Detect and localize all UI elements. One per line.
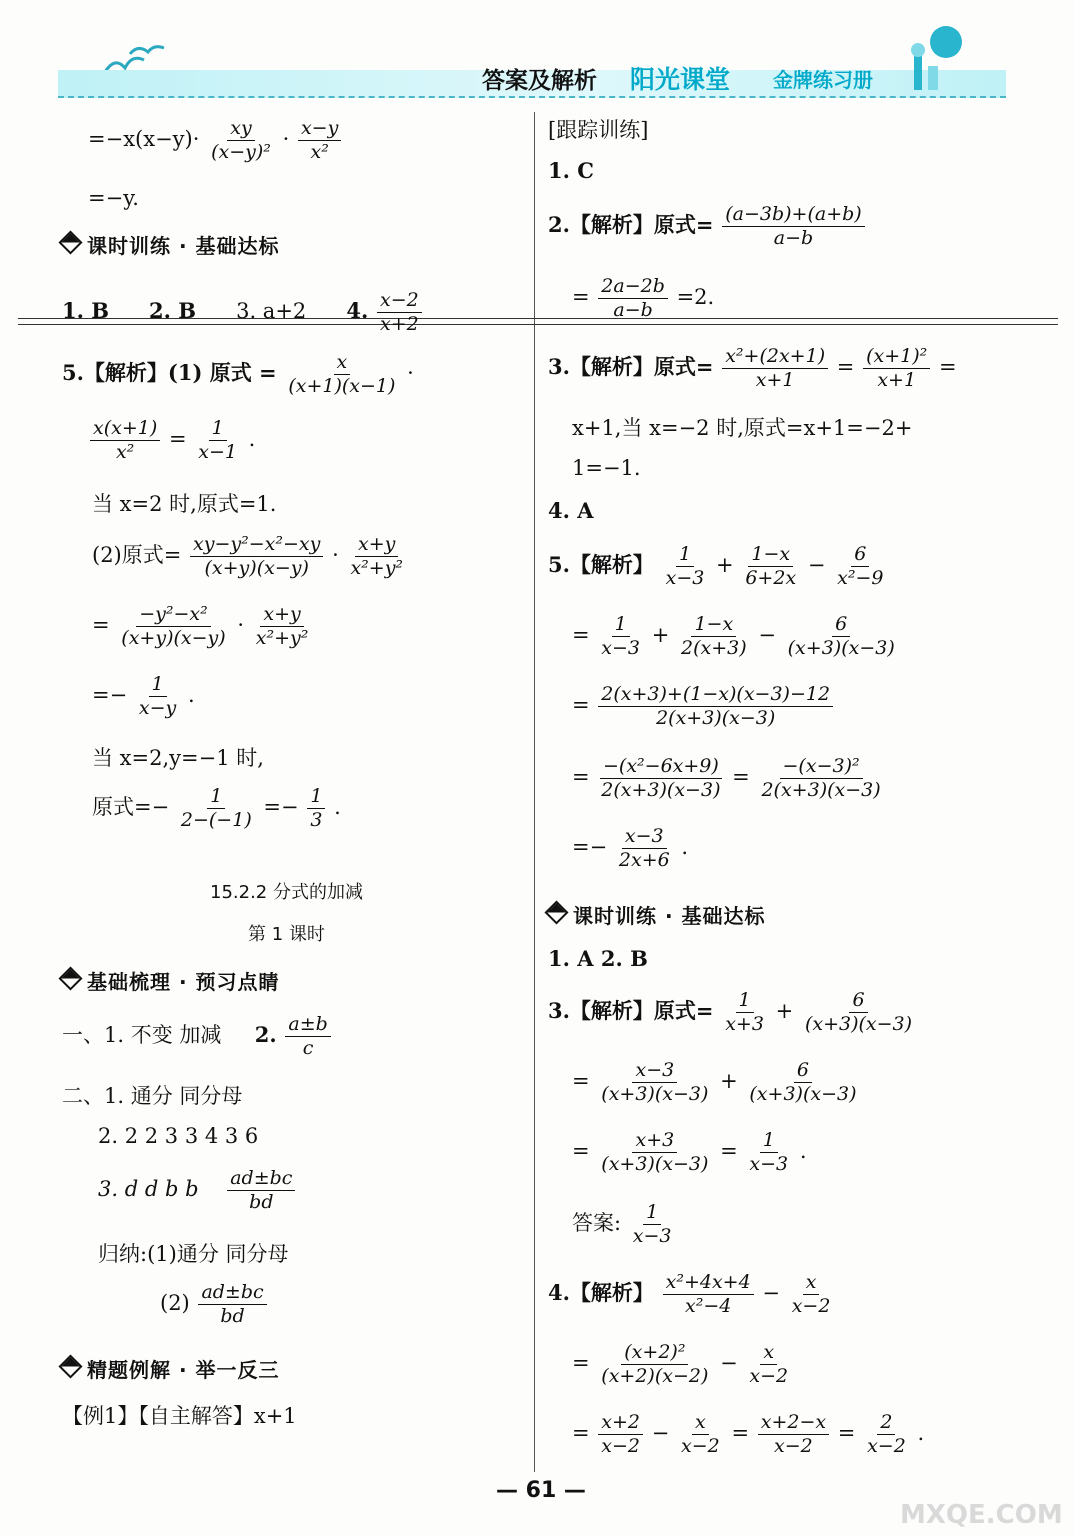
formula-line: 答案: $\frac{1}{x-3}$ xyxy=(572,1201,672,1247)
header-title: 答案及解析 xyxy=(482,68,597,94)
section-heading: 课时训练 · 基础达标 xyxy=(62,230,280,259)
formula-line: 5.【解析】 $\frac{1}{x-3}$ + $\frac{1-x}{6+2x}$ − $\frac{6}{\text{x²−9}}$ xyxy=(548,543,884,589)
tower-icon xyxy=(900,20,970,92)
answer-row: 2. 2 2 3 3 4 3 6 xyxy=(98,1124,259,1148)
diamond-icon xyxy=(544,900,568,924)
formula-line: = $\frac{1}{x-3}$ + $\frac{1-x}{2(x+3)}$ − $\frac{6}{(x+3)(x-3)}$ xyxy=(572,613,895,659)
chapter-title: 15.2.2 分式的加减 xyxy=(210,882,363,903)
formula-line: =−y. xyxy=(88,186,139,210)
formula-line: =−x(x−y)· $\frac{xy}{\text{(x−y)²}}$ · $\frac{x-y}{\text{x²}}$ xyxy=(88,118,343,163)
formula-line: $\frac{x(x+1)}{\text{x²}}$ = $\frac{1}{x-1}$ . xyxy=(88,418,255,463)
header-brand: 阳光课堂 xyxy=(630,65,731,94)
text-line: 1=−1. xyxy=(572,456,641,480)
section-heading: 基础梳理 · 预习点睛 xyxy=(62,966,280,995)
text-line: 当 x=2,y=−1 时, xyxy=(92,746,264,770)
formula-line: = $\frac{\text{−(x²−6x+9)}}{2(x+3)(x-3)}$ = $\frac{\text{−(x−3)²}}{2(x+3)(x-3)}$ xyxy=(572,755,881,801)
formula-line: 5.【解析】(1) 原式 = $\frac{x}{(x+1)(x-1)}$ · xyxy=(62,351,414,397)
diamond-icon xyxy=(58,966,82,990)
page-number: — 61 — xyxy=(496,1478,586,1503)
formula-line: = $\frac{\text{(x+2)²}}{(x+2)(x-2)}$ − $\frac{x}{x-2}$ xyxy=(572,1341,789,1387)
formula-line: = $\frac{x+3}{(x+3)(x-3)}$ = $\frac{1}{x-3}$ . xyxy=(572,1129,807,1175)
text-line: x+1,当 x=−2 时,原式=x+1=−2+ xyxy=(572,416,913,440)
answer-row: 二、1. 通分 同分母 xyxy=(62,1084,243,1108)
lesson-title: 第 1 课时 xyxy=(248,924,325,945)
answer-row: 4. A xyxy=(548,498,594,523)
answer-row: 1. C xyxy=(548,158,594,183)
text-line: 当 x=2 时,原式=1. xyxy=(92,492,277,516)
formula-line: = $\frac{\text{−y²−x²}}{(x+y)(x-y)}$ · $\frac{x+y}{\text{x²+y²}}$ xyxy=(92,603,309,649)
formula-line: 2.【解析】原式= $\frac{(a-3b)+(a+b)}{a-b}$ xyxy=(548,204,867,249)
section-heading: 精题例解 · 举一反三 xyxy=(62,1354,280,1383)
answer-row: 1. B 2. B 3. a+2 4. $\frac{x-2}{x+2}$ xyxy=(62,290,424,335)
formula-line: = $\frac{x+2}{x-2}$ − $\frac{x}{x-2}$ = $\frac{x+2-x}{x-2}$ = $\frac{2}{x-2}$ . xyxy=(572,1411,925,1457)
formula-line: =− $\frac{x-3}{2x+6}$ . xyxy=(572,825,689,871)
formula-line: 4.【解析】 $\frac{\text{x²+4x+4}}{\text{x²−4}}$ − $\frac{x}{x-2}$ xyxy=(548,1271,831,1317)
subsection-label: [跟踪训练] xyxy=(548,118,649,142)
watermark: MXQE.COM xyxy=(900,1500,1063,1530)
formula-line: 3.【解析】原式= $\frac{1}{x+3}$ + $\frac{6}{(x+3)(x-3)}$ xyxy=(548,989,913,1035)
text-line: 【例1】【自主解答】x+1 xyxy=(62,1404,297,1428)
answer-row: 一、1. 不变 加减 2. $\frac{a\pm b}{c}$ xyxy=(62,1014,333,1059)
answer-row: 归纳:(1)通分 同分母 xyxy=(98,1242,289,1266)
diamond-icon xyxy=(58,1354,82,1378)
formula-line: =− $\frac{1}{x-y}$ . xyxy=(92,673,195,719)
formula-line: = $\frac{2a-2b}{a-b}$ =2. xyxy=(572,275,715,321)
answer-row: (2) $\frac{ad\pm bc}{bd}$ xyxy=(160,1282,269,1327)
header-subtitle: 金牌练习册 xyxy=(773,68,873,92)
formula-line: = $\frac{2(x+3)+(1-x)(x-3)-12}{2(x+3)(x-3)}$ xyxy=(572,684,835,729)
formula-line: (2)原式= $\frac{\text{xy−y²−x²−xy}}{(x+y)(x-y)}$ · $\frac{x+y}{\text{x²+y²}}$ xyxy=(92,533,404,579)
formula-line: = $\frac{x-3}{(x+3)(x-3)}$ + $\frac{6}{(x+3)(x-3)}$ xyxy=(572,1059,857,1105)
formula-line: 3.【解析】原式= $\frac{\text{x²+(2x+1)}}{x+1}$ = $\frac{\text{(x+1)²}}{x+1}$ = xyxy=(548,345,957,391)
diamond-icon xyxy=(58,230,82,254)
answer-row: 3. d d b b $\frac{ad\pm bc}{bd}$ xyxy=(98,1168,297,1213)
section-heading: 课时训练 · 基础达标 xyxy=(548,900,766,929)
column-divider xyxy=(534,112,535,1472)
formula-line: 原式=− $\frac{1}{2-(-1)}$ =− $\frac{1}{3}$ . xyxy=(92,785,341,831)
answer-row: 1. A 2. B xyxy=(548,946,648,971)
